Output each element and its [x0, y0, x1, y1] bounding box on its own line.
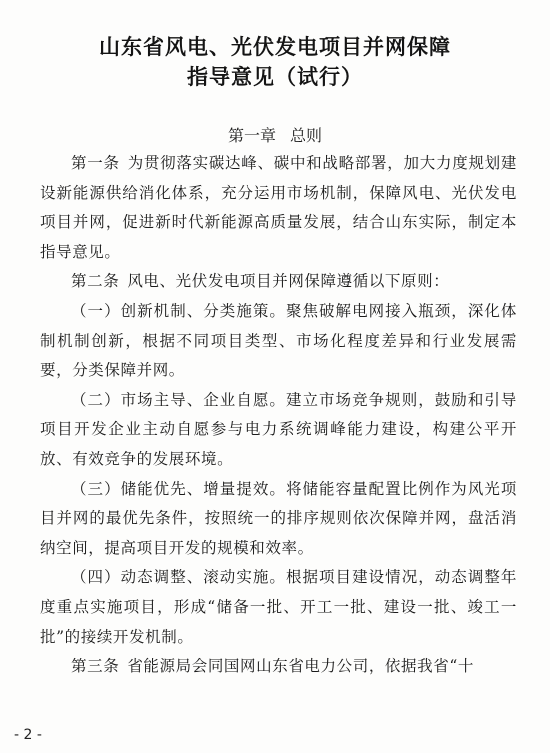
article-number: 第一条 — [71, 154, 120, 172]
paragraph-text: 风电、光伏发电项目并网保障遵循以下原则： — [127, 272, 450, 291]
article-number: 第二条 — [71, 272, 120, 291]
chapter-name: 总则 — [290, 126, 323, 145]
paragraph-text: （四）动态调整、滚动实施。根据项目建设情况，动态调整年度重点实施项目，形成“储备一批、开工一批、建设一批、竣工一批”的接续开发机制。 — [40, 568, 517, 646]
paragraph-article-1 — [40, 149, 517, 267]
paragraph-article-3 — [40, 652, 517, 682]
paragraph-text: （三）储能优先、增量提效。将储能容量配置比例作为风光项目并网的最优先条件，按照统一的排序规则依次保障并网，盘活消纳空间，提高项目开发的规模和效率。 — [40, 479, 517, 557]
paragraph-text: 省能源局会同国网山东省电力公司，依据我省“十 — [127, 657, 474, 676]
paragraph-principle-3 — [40, 475, 517, 564]
chapter-heading — [0, 123, 550, 146]
paragraph-principle-1 — [40, 297, 517, 386]
paragraph-principle-2 — [40, 386, 517, 475]
paragraph-text: （一）创新机制、分类施策。聚焦破解电网接入瓶颈，深化体制机制创新，根据不同项目类型、市场化程度差异和行业发展需要，分类保障并网。 — [40, 301, 517, 380]
chapter-number: 第一章 — [227, 126, 276, 145]
paragraph-text: （二）市场主导、企业自愿。建立市场竞争规则，鼓励和引导项目开发企业主动自愿参与电力系统调峰能力建设，构建公平开放、有效竞争的发展环境。 — [40, 390, 517, 468]
paragraph-principle-4 — [40, 563, 517, 652]
paragraph-article-2 — [40, 267, 517, 297]
article-number: 第三条 — [71, 657, 120, 676]
document-body — [40, 149, 517, 682]
document-title-line-2: 指导意见（试行） — [187, 64, 363, 89]
paragraph-text: 为贯彻落实碳达峰、碳中和战略部署，加大力度规划建设新能源供给消化体系，充分运用市场机制，保障风电、光伏发电项目并网，促进新时代新能源高质量发展，结合山东实际，制定本指导意见。 — [40, 154, 517, 261]
page-number: - 2 - — [14, 727, 42, 743]
document-title-line-1: 山东省风电、光伏发电项目并网保障 — [99, 34, 451, 59]
